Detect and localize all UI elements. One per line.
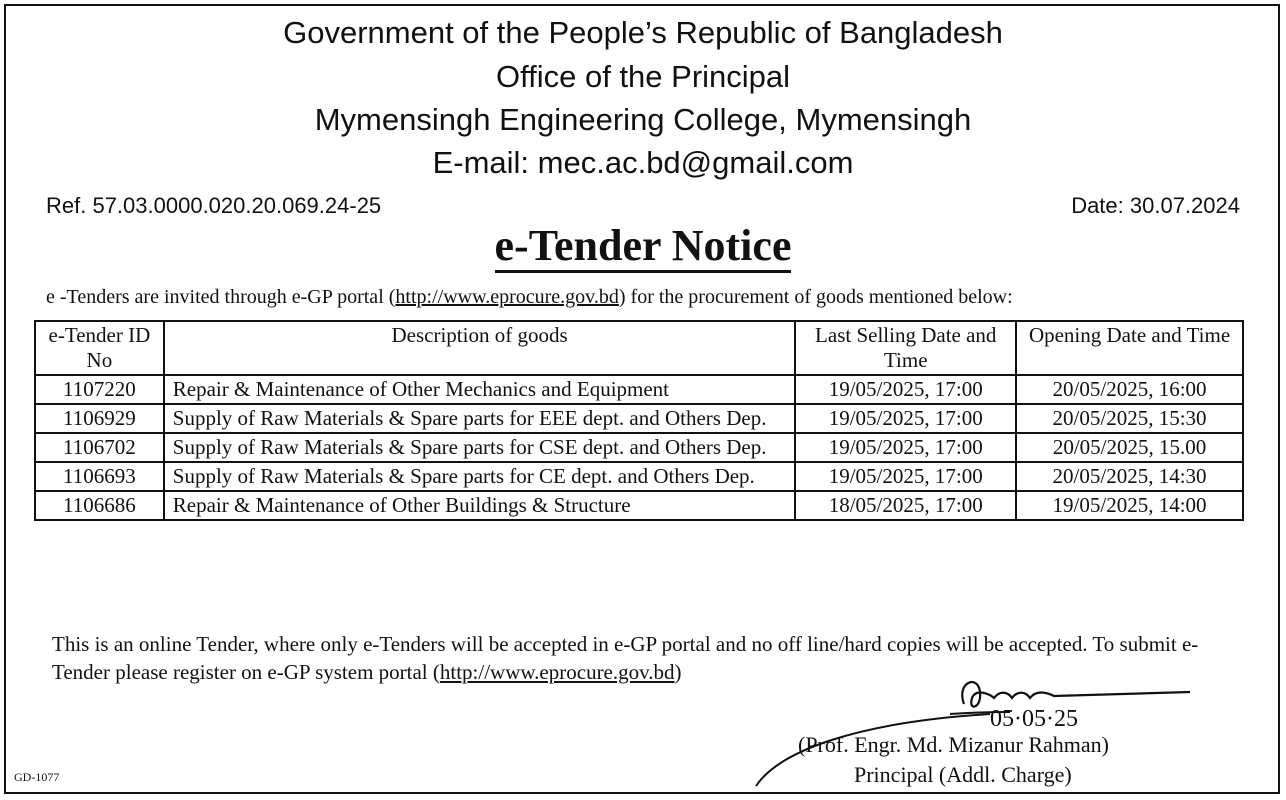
tender-id: 1106693 bbox=[35, 462, 164, 491]
signatory-role: Principal (Addl. Charge) bbox=[854, 762, 1072, 787]
footer-text: This is an online Tender, where only e-Tenders will be accepted in e-GP portal and no off line/hard copies will be accepted. To submit e-Tender please register on e-GP system portal ( bbox=[52, 632, 1199, 684]
office-heading: Office of the Principal bbox=[495, 59, 791, 94]
header-last-selling: Last Selling Date and Time bbox=[795, 321, 1016, 375]
goods-description: Supply of Raw Materials & Spare parts for EEE dept. and Others Dep. bbox=[164, 404, 796, 433]
tender-id: 1106686 bbox=[35, 491, 164, 520]
signatory-name: (Prof. Engr. Md. Mizanur Rahman) bbox=[798, 732, 1109, 757]
footer-close: ) bbox=[674, 660, 682, 684]
table-header-row bbox=[35, 321, 1243, 375]
goods-description: Repair & Maintenance of Other Mechanics and Equipment bbox=[164, 375, 796, 404]
notice-title-text: e-Tender Notice bbox=[495, 221, 792, 273]
college-heading: Mymensingh Engineering College, Mymensingh bbox=[314, 102, 972, 137]
opening-date: 20/05/2025, 14:30 bbox=[1016, 462, 1243, 491]
goods-description: Supply of Raw Materials & Spare parts for CSE dept. and Others Dep. bbox=[164, 433, 796, 462]
notice-date: Date: 30.07.2024 bbox=[1071, 193, 1240, 218]
opening-date: 20/05/2025, 15:30 bbox=[1016, 404, 1243, 433]
opening-date: 19/05/2025, 14:00 bbox=[1016, 491, 1243, 520]
goods-description: Repair & Maintenance of Other Buildings & Structure bbox=[164, 491, 796, 520]
portal-link[interactable]: http://www.eprocure.gov.bd bbox=[395, 286, 619, 308]
last-selling-date: 19/05/2025, 17:00 bbox=[795, 404, 1016, 433]
email-heading: E-mail: mec.ac.bd@gmail.com bbox=[432, 145, 854, 180]
footer-portal-link[interactable]: http://www.eprocure.gov.bd bbox=[439, 660, 675, 684]
tender-id: 1107220 bbox=[35, 375, 164, 404]
opening-date: 20/05/2025, 15.00 bbox=[1016, 433, 1243, 462]
tender-id: 1106929 bbox=[35, 404, 164, 433]
opening-date: 20/05/2025, 16:00 bbox=[1016, 375, 1243, 404]
last-selling-date: 19/05/2025, 17:00 bbox=[795, 433, 1016, 462]
table-row bbox=[35, 462, 1243, 491]
last-selling-date: 18/05/2025, 17:00 bbox=[795, 491, 1016, 520]
table-row bbox=[35, 404, 1243, 433]
government-heading: Government of the People’s Republic of Bangladesh bbox=[283, 15, 1003, 50]
notice-title bbox=[0, 220, 1286, 272]
tender-table bbox=[34, 320, 1244, 521]
last-selling-date: 19/05/2025, 17:00 bbox=[795, 462, 1016, 491]
last-selling-date: 19/05/2025, 17:00 bbox=[795, 375, 1016, 404]
header-id: e-Tender ID No bbox=[35, 321, 164, 375]
intro-text bbox=[46, 286, 1013, 309]
table-row bbox=[35, 375, 1243, 404]
document-code: GD-1077 bbox=[14, 770, 60, 784]
tender-id: 1106702 bbox=[35, 433, 164, 462]
table-row bbox=[35, 491, 1243, 520]
goods-description: Supply of Raw Materials & Spare parts for CE dept. and Others Dep. bbox=[164, 462, 796, 491]
intro-before: e -Tenders are invited through e-GP portal ( bbox=[46, 286, 396, 308]
header-opening: Opening Date and Time bbox=[1016, 321, 1243, 375]
reference-number: Ref. 57.03.0000.020.20.069.24-25 bbox=[46, 193, 382, 218]
header-description: Description of goods bbox=[164, 321, 796, 375]
table-row bbox=[35, 433, 1243, 462]
signature-date: 05·05·25 bbox=[990, 706, 1078, 732]
intro-after: ) for the procurement of goods mentioned below: bbox=[618, 286, 1013, 308]
